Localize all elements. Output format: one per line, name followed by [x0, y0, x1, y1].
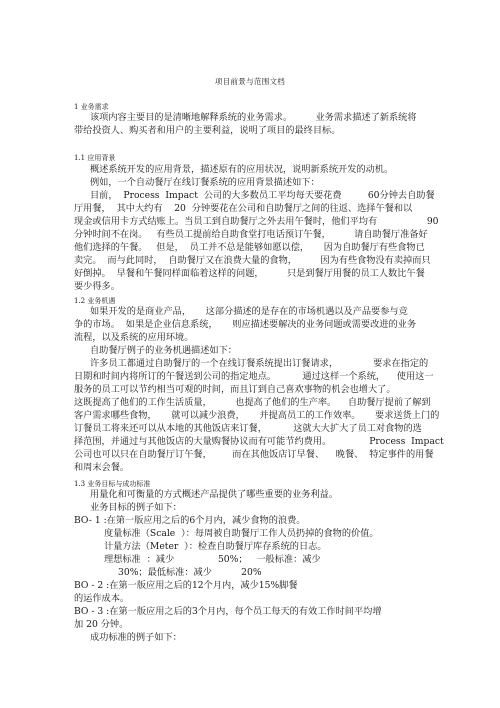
paragraph-line: 例如，一个自动餐厅在线订餐系统的应用背景描述如下：: [90, 177, 320, 188]
paragraph-line: 计量方法（Meter ）：检查自助餐厅库存系统的日志。: [104, 541, 327, 552]
paragraph-line: 30%；最低标准：减少 20%: [118, 567, 262, 578]
section-heading-goals: 1.3 业务目标与成功标准: [74, 480, 151, 488]
paragraph-line: 这既提高了他们的工作生活质量， 也提高了他们的生产率。 自助餐厅提前了解到: [74, 397, 431, 408]
paragraph-line: 许多员工都通过自助餐厅的一个在线订餐系统提出订餐请求， 要求在指定的: [90, 358, 429, 369]
paragraph-line: BO - 2 :在第一版应用之后的12个月内，减少15%脚餐: [74, 580, 298, 591]
paragraph-line: 择范围，并通过与其他饭店的大量购餐协议而有可能节约费用。 Process Impact: [74, 436, 444, 447]
paragraph-line: 分钟时间不在岗。 有些员工提前给自助食堂打电话预订午餐， 请自助餐厅准备好: [74, 229, 428, 240]
paragraph-line: 他们选择的午餐。 但是， 员工并不总是能够如愿以偿， 因为自助餐厅有些食物已: [74, 242, 425, 253]
paragraph-line: 服务的员工可以节约相当可观的时间，而且订到自己喜欢事物的机会也增大了。: [74, 384, 396, 395]
paragraph-line: 概述系统开发的应用背景，描述原有的应用状况，说明新系统开发的动机。: [90, 164, 394, 175]
paragraph-line: BO - 3 :在第一版应用之后的3个月内，每个员工每天的有效工作时间平均增: [74, 606, 382, 617]
paragraph-line: 度量标准（Scale ）：每周被自助餐厅工作人员扔掉的食物的价值。: [104, 528, 379, 539]
paragraph-line: 该项内容主要目的是清晰地解释系统的业务需求。 业务需求描述了新系统将: [90, 112, 417, 123]
section-heading-business-requirements: 1 业务需求: [74, 103, 109, 111]
section-heading-background: 1.1 应用背景: [74, 154, 116, 162]
paragraph-line: 好倒掉。 早餐和午餐同样面临着这样的问题， 只是到餐厅用餐的员工人数比午餐: [74, 268, 425, 279]
paragraph-line: 的运作成本。: [74, 593, 130, 604]
paragraph-line: 厅用餐， 其中大约有 20 分钟要花在公司和自助餐厅之间的往返、选择午餐和以: [74, 203, 413, 214]
paragraph-line: 日期和时间内将所订的午餐送到公司的指定地点。 通过这样一个系统， 使用这一: [74, 371, 434, 382]
paragraph-line: 加 20 分钟。: [74, 619, 129, 630]
paragraph-line: 要少得多。: [74, 281, 120, 292]
paragraph-line: 自助餐厅例子的业务机遇描述如下：: [90, 345, 237, 356]
section-heading-opportunity: 1.2 业务机遇: [74, 297, 116, 305]
paragraph-line: 业务目标的例子如下：: [90, 502, 182, 513]
document-title: 项目前景与范围文档: [214, 77, 286, 86]
paragraph-line: 和周末会餐。: [74, 462, 130, 473]
paragraph-line: 带给投资人、购买者和用户的主要利益，说明了项目的最终目标。: [74, 125, 341, 136]
paragraph-line: 流程，以及系统的应用环境。: [74, 332, 194, 343]
paragraph-line: 理想标准 ：减少 50%； 一般标准：减少: [104, 554, 321, 565]
paragraph-line: 卖完。 而与此同时， 自助餐厅又在浪费大量的食物， 因为有些食物没有卖掉而只: [74, 255, 431, 266]
paragraph-line: 现金或信用卡方式结账上。当员工到自助餐厅之外去用午餐时，他们平均有 90: [74, 216, 439, 227]
paragraph-line: 公司也可以只在自助餐厅订午餐， 而在其他饭店订早餐、 晚餐、 特定事件的用餐: [74, 449, 434, 460]
paragraph-line: 争的市场。 如果是企业信息系统， 则应描述要解决的业务问题或需要改进的业务: [74, 319, 417, 330]
paragraph-line: 如果开发的是商业产品， 这部分描述的是存在的市场机遇以及产品要参与竞: [90, 306, 408, 317]
paragraph-line: 客户需求哪些食物， 就可以减少浪费， 并提高员工的工作效率。 要求送货上门的: [74, 410, 440, 421]
paragraph-line: 目前， Process Impact 公司的大多数员工平均每天要花费 60分钟去自助餐: [90, 190, 435, 201]
paragraph-line: 订餐员工将来还可以从本地的其他饭店来订餐， 这就大大扩大了员工对食物的选: [74, 423, 422, 434]
paragraph-line: 用量化和可衡量的方式概述产品提供了哪些重要的业务利益。: [90, 489, 339, 500]
paragraph-line: BO- 1 :在第一版应用之后的6个月内，减少食物的浪费。: [74, 515, 306, 526]
paragraph-line: 成功标准的例子如下：: [90, 632, 182, 643]
